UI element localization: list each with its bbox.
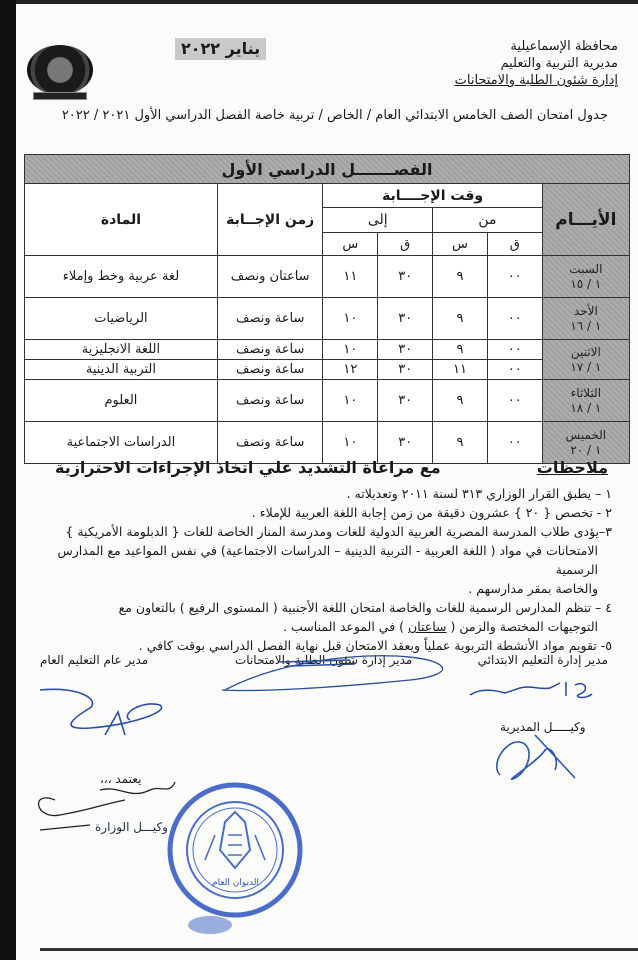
minister-signature (39, 782, 175, 830)
from-hour: ٩ (433, 256, 488, 298)
note-item: ٢ - تخصص { ٢٠ } عشرون دقيقة من زمن إجابة اللغة العربية للإملاء . (251, 505, 612, 520)
from-minute: ٠٠ (487, 360, 542, 380)
day-name: الاثنين (570, 344, 601, 359)
to-minute: ٣٠ (378, 380, 433, 422)
duration: ساعة ونصف (217, 380, 323, 422)
primary-director-signature (470, 682, 592, 697)
from-hour: ١١ (433, 360, 488, 380)
from-minute: ٠٠ (487, 256, 542, 298)
document-title: جدول امتحان الصف الخامس الابتدائي العام / الخاص / تربية خاصة الفصل الدراسي الأول ٢٠٢١ / ٢٠٢٢ (61, 108, 608, 123)
to-hour: ١٠ (323, 422, 378, 464)
from-hour: ٩ (433, 380, 488, 422)
col-answer-time: وقت الإجــــابة (323, 184, 542, 208)
general-director-label: مدير عام التعليم العام (40, 653, 149, 667)
deputy-label: وكيـــــل المديرية (500, 720, 586, 734)
day-name: الثلاثاء (570, 385, 602, 400)
day-name: الخميس (565, 427, 607, 442)
governorate: محافظة الإسماعيلية (510, 39, 618, 54)
to-hour: ١١ (323, 256, 378, 298)
from-hour: ٩ (433, 340, 488, 360)
note-item: ١ – يطبق القرار الوزاري ٣١٣ لسنة ٢٠١١ وتعديلاته . (346, 486, 612, 501)
col-days: الأيـــام (542, 184, 629, 256)
directorate: مديرية التربية والتعليم (500, 56, 618, 71)
to-minute: ٣٠ (378, 340, 433, 360)
col-subject: المادة (25, 184, 218, 256)
col-from: من (433, 208, 543, 233)
subject: الرياضيات (25, 298, 218, 340)
day-date: ١ / ١٥ (570, 276, 602, 291)
exams-director-label: مدير إدارة شئون الطلبة والامتحانات (235, 653, 413, 667)
duration: ساعة ونصف (217, 298, 323, 340)
subject: لغة عربية وخط وإملاء (25, 256, 218, 298)
minister-deputy-label: وكيـــل الوزارة (95, 820, 168, 834)
col-from-hour: س (433, 233, 488, 256)
date-badge: يناير ٢٠٢٢ (175, 38, 266, 60)
day-name: السبت (569, 261, 603, 276)
col-to: إلى (323, 208, 433, 233)
from-minute: ٠٠ (487, 298, 542, 340)
note-item-continued: والخاصة بمقر مدارسهم . (468, 581, 598, 596)
duration: ساعة ونصف (217, 340, 323, 360)
duration: ساعة ونصف (217, 422, 323, 464)
from-minute: ٠٠ (487, 340, 542, 360)
department: إدارة شئون الطلبة والامتحانات (454, 73, 618, 88)
to-minute: ٣٠ (378, 360, 433, 380)
to-minute: ٣٠ (378, 256, 433, 298)
deputy-signature (497, 735, 575, 779)
exams-director-scribble (280, 660, 355, 666)
day-name: الأحد (573, 303, 598, 318)
subject: الدراسات الاجتماعية (25, 422, 218, 464)
col-from-minute: ق (487, 233, 542, 256)
duration: ساعتان ونصف (217, 256, 323, 298)
note-4-duration: ساعتان (408, 619, 447, 634)
stamp-text: الديوان العام (212, 878, 259, 888)
to-minute: ٣٠ (378, 422, 433, 464)
precautions-notice: مع مراعاة التشديد علي اتخاذ الإجراءات الاحترازية (55, 458, 441, 477)
from-minute: ٠٠ (487, 380, 542, 422)
general-director-signature (40, 689, 162, 735)
note-item: ٥- تقويم مواد الأنشطة التربوية عملياً ويعقد الامتحان قبل نهاية الفصل الدراسي بوقت كافي . (138, 638, 612, 653)
semester-header: الفصـــــــل الدراسي الأول (25, 155, 630, 184)
day-date: ١ / ١٨ (570, 400, 602, 415)
from-hour: ٩ (433, 298, 488, 340)
subject: التربية الدينية (25, 360, 218, 380)
to-hour: ١٠ (323, 298, 378, 340)
approval-label: يعتمد ،،، (100, 772, 142, 786)
col-to-minute: ق (378, 233, 433, 256)
day-date: ١ / ١٧ (570, 359, 602, 374)
col-duration: زمن الإجــابة (217, 184, 323, 256)
to-hour: ١٠ (323, 340, 378, 360)
note-item-continued: الامتحانات في مواد ( اللغة العربية - التربية الدينية – الدراسات الاجتماعية) في نفس المواعيد مع المدارس الرسمية (57, 543, 598, 577)
notes-title: ملاحظات (536, 458, 608, 477)
bottom-border (40, 948, 638, 951)
col-to-hour: س (323, 233, 378, 256)
day-date: ١ / ١٦ (570, 318, 602, 333)
to-minute: ٣٠ (378, 298, 433, 340)
official-stamp-icon (170, 785, 300, 934)
subject: اللغة الانجليزية (25, 340, 218, 360)
note-item: ٤ – تنظم المدارس الرسمية للغات والخاصة امتحان اللغة الأجنبية ( المستوى الرفيع ) بالتعاون مع (118, 600, 612, 615)
duration: ساعة ونصف (217, 360, 323, 380)
note-item: ٣–يؤدى طلاب المدرسة المصرية العربية الدولية للغات ومدرسة المنار الخاصة للغات { الدبلومة الأمريكية } (65, 524, 612, 539)
from-hour: ٩ (433, 422, 488, 464)
note-4-end: ) في الموعد المناسب . (283, 619, 405, 634)
from-minute: ٠٠ (487, 422, 542, 464)
primary-director-label: مدير إدارة التعليم الابتدائي (477, 653, 608, 667)
note-4-text: التوجيهات المختصة والزمن ( (450, 619, 598, 634)
subject: العلوم (25, 380, 218, 422)
to-hour: ١٠ (323, 380, 378, 422)
day-date: ١ / ٢٠ (570, 442, 602, 457)
to-hour: ١٢ (323, 360, 378, 380)
